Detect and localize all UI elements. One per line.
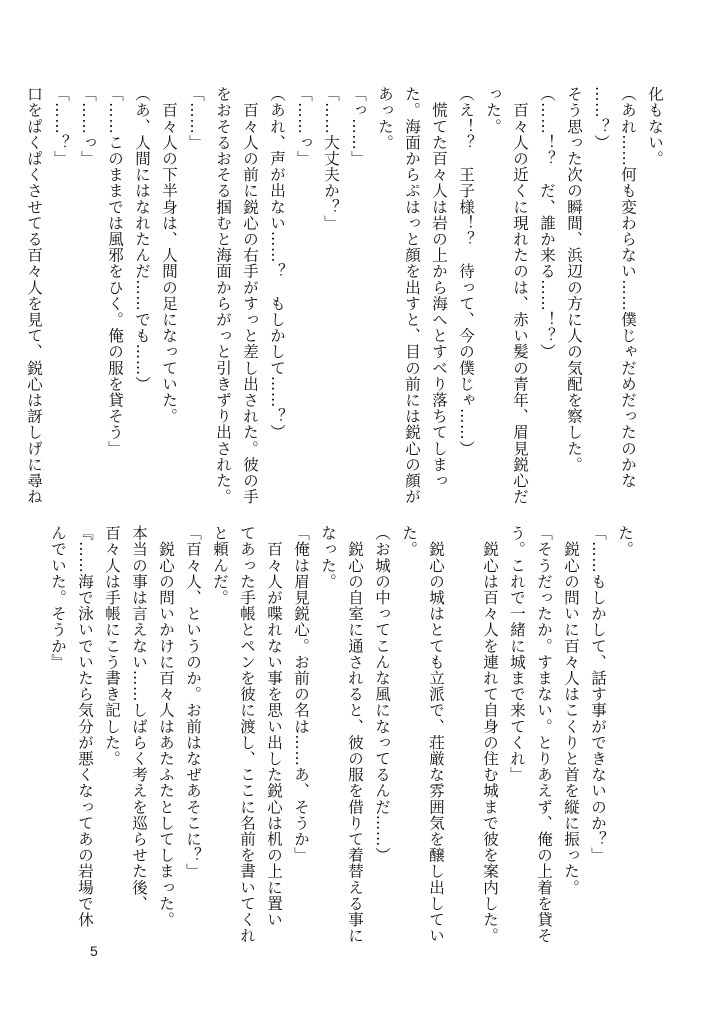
text-line: 鋭心の自室に通されると、彼の服を借りて着替える事に: [346, 525, 364, 944]
text-line: （あれ……何も変わらない……僕じゃだめだったのかな: [619, 86, 637, 489]
text-line: 「……大丈夫か？」: [322, 86, 340, 231]
text-line: 鋭心の城はとても立派で、荘厳な雰囲気を醸し出してい: [427, 525, 445, 944]
page-number: 5: [90, 943, 98, 959]
lower-text-block: [49, 525, 638, 944]
text-line: ……？）: [592, 86, 610, 151]
text-line: 本当の事は言えない……しばらく考えを巡らせた後、: [130, 525, 148, 912]
text-line: 「百々人、というのか。お前はなぜあそこに？」: [184, 525, 202, 880]
text-line: なった。: [319, 525, 337, 590]
text-line: た。: [616, 525, 634, 558]
text-line: てあった手帳とペンを彼に渡し、ここに名前を書いてくれ: [238, 525, 256, 944]
text-line: 「俺は眉見鋭心。お前の名は……あ、そうか」: [292, 525, 310, 864]
text-line: った。: [484, 86, 502, 135]
text-line: 「そうだったか。すまない。とりあえず、俺の上着を貸そ: [535, 525, 553, 944]
text-line: う。これで一緒に城まで来てくれ」: [508, 525, 526, 783]
text-line: 百々人は手帳にこう書き記した。: [103, 525, 121, 767]
text-line: んでいた。そうか』: [49, 525, 67, 670]
text-line: をおそるおそる掴むと海面からがっと引きずり出された。: [214, 86, 232, 505]
text-line: 鋭心の問いに百々人はこくりと首を縦に振った。: [562, 525, 580, 896]
text-line: 「……？」: [52, 86, 70, 167]
text-line: 『……海で泳いでいたら気分が悪くなってあの岩場で休: [76, 525, 94, 928]
text-line: 「っ……」: [349, 86, 367, 167]
text-line: 「……このままでは風邪をひく。俺の服を貸そう」: [106, 86, 124, 457]
text-line: （え！？ 王子様！？ 待って、今の僕じゃ……）: [457, 86, 475, 457]
text-line: あった。: [376, 86, 394, 151]
text-line: 百々人の前に鋭心の右手がすっと差し出された。彼の手: [241, 86, 259, 505]
text-line: 「……っ」: [295, 86, 313, 167]
text-line: （あ、人間にはなれたんだ……でも……）: [133, 86, 151, 392]
text-line: た。: [400, 525, 418, 558]
text-line: 慌てた百々人は岩の上から海へとすべり落ちてしまっ: [430, 86, 448, 489]
text-line: （あれ、声が出ない……？ もしかして……？）: [268, 86, 286, 441]
upper-text-block: [25, 86, 668, 505]
text-line: [449, 525, 476, 925]
text-line: 百々人の下半身は、人間の足になっていた。: [160, 86, 178, 425]
text-line: た。海面からぷはっと顔を出すと、目の前には鋭心の顔が: [403, 86, 421, 505]
text-line: 鋭心の問いかけに百々人はあたふたとしてしまった。: [157, 525, 175, 928]
text-line: と頼んだ。: [211, 525, 229, 606]
text-line: 百々人の近くに現れたのは、赤い髪の青年、眉見鋭心だ: [511, 86, 529, 505]
text-line: 化もない。: [646, 86, 664, 167]
text-line: 百々人が喋れない事を思い出した鋭心は机の上に置い: [265, 525, 283, 928]
text-line: 口をぱくぱくさせてる百々人を見て、鋭心は訝しげに尋ね: [25, 86, 43, 505]
text-line: （お城の中ってこんな風になってるんだ……）: [373, 525, 391, 864]
text-line: 鋭心は百々人を連れて自身の住む城まで彼を案内した。: [481, 525, 499, 944]
text-line: 「……」: [187, 86, 205, 151]
text-line: 「……もしかして、話す事ができないのか？」: [589, 525, 607, 864]
text-line: 「……っ」: [79, 86, 97, 167]
text-line: そう思った次の瞬間、浜辺の方に人の気配を察した。: [565, 86, 583, 473]
text-line: （……！？ だ、誰か来る……！？）: [538, 86, 556, 360]
